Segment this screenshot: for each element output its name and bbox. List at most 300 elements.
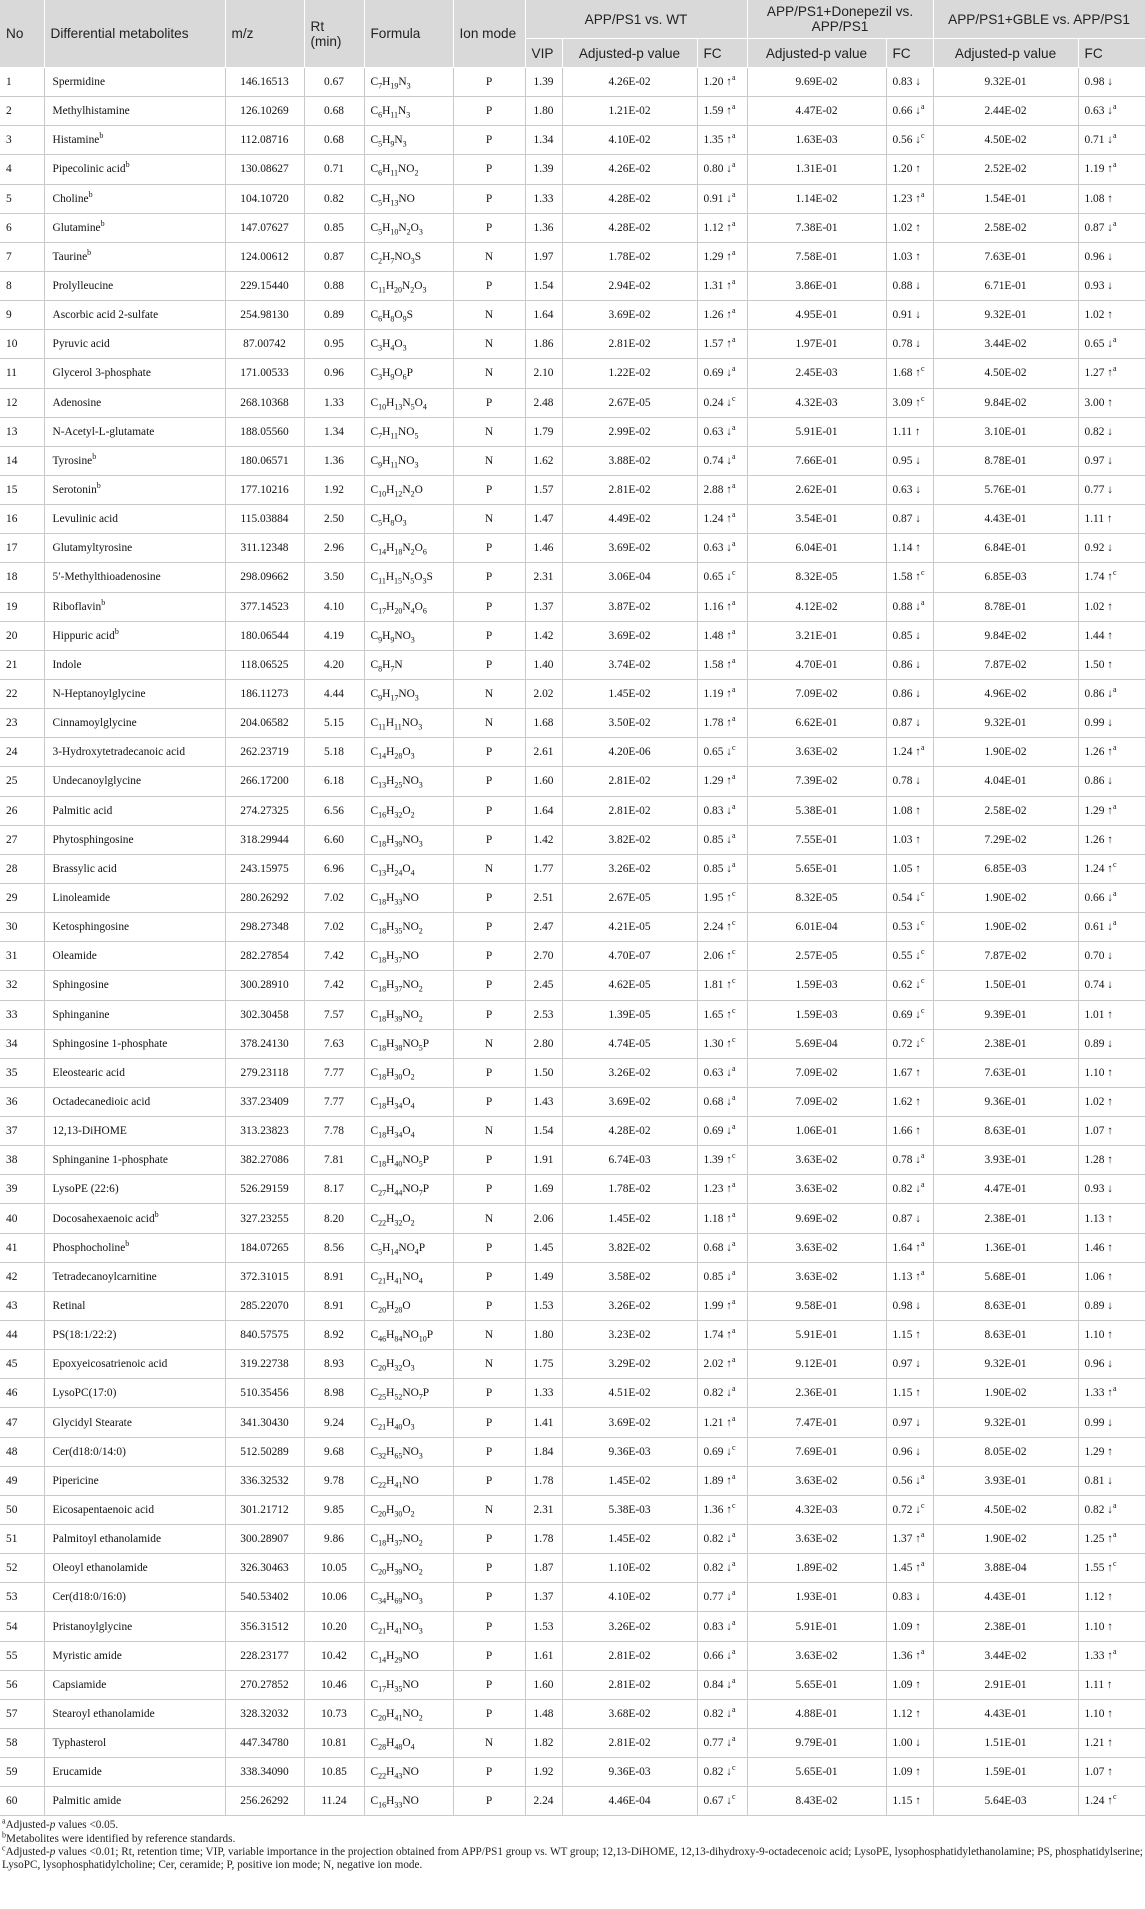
fc-value: 1.09 ↑ [892,1678,921,1691]
cell-fc-1 [697,971,747,1000]
fc-value: 0.96 ↓ [892,1445,921,1458]
fc-value: 0.65 ↓ [1084,338,1113,351]
significance-mark: a [731,510,736,520]
cell-metabolite [44,1787,225,1816]
significance-mark: a [1113,1646,1117,1656]
cell-fc-1 [697,738,747,767]
cell-mz: 177.10216 [225,475,304,504]
cell-rt: 10.85 [304,1758,364,1787]
cell-ion-mode: P [453,1058,525,1087]
cell-fc-3 [1078,1000,1145,1029]
cell-rt: 8.93 [304,1350,364,1379]
cell-no: 33 [0,1000,44,1029]
cell-fc-2 [886,534,933,563]
cell-rt: 0.87 [304,242,364,271]
cell-metabolite [44,534,225,563]
significance-mark: a [731,1238,736,1248]
cell-ion-mode: P [453,621,525,650]
fc-value: 1.30 ↑ [703,1037,732,1050]
cell-formula: $C_{13}H_{25}NO_3$ [364,767,453,796]
cell-fc-2 [886,738,933,767]
cell-no: 27 [0,825,44,854]
fc-value: 0.97 ↓ [892,1358,921,1371]
cell-ion-mode: P [453,913,525,942]
cell-fc-2 [886,388,933,417]
cell-no: 19 [0,592,44,621]
fc-value: 1.07 ↑ [1084,1766,1113,1779]
table-row [0,1670,1145,1699]
cell-vip: 1.69 [525,1175,562,1204]
cell-formula: $C_7H_{19}N_3$ [364,68,453,97]
cell-fc-3 [1078,796,1145,825]
cell-adjp-3: 1.90E-02 [933,883,1078,912]
cell-formula: $C_{22}H_{41}NO$ [364,1466,453,1495]
cell-no: 48 [0,1437,44,1466]
cell-fc-3 [1078,1058,1145,1087]
cell-rt: 4.44 [304,679,364,708]
significance-mark: a [920,1559,925,1569]
fc-value: 0.65 ↓ [703,746,732,759]
cell-formula: $C_{18}H_{33}NO$ [364,883,453,912]
significance-mark: a [1113,218,1117,228]
cell-vip: 1.53 [525,1291,562,1320]
cell-fc-3 [1078,767,1145,796]
cell-fc-2 [886,184,933,213]
cell-ion-mode: N [453,854,525,883]
cell-no: 26 [0,796,44,825]
significance-mark: a [731,1297,736,1307]
cell-formula: $C_{14}H_{28}O_3$ [364,738,453,767]
cell-metabolite [44,126,225,155]
cell-mz: 279.23118 [225,1058,304,1087]
fc-value: 0.86 ↓ [892,688,921,701]
cell-fc-3 [1078,242,1145,271]
cell-fc-3 [1078,1641,1145,1670]
cell-adjp-2: 9.12E-01 [747,1350,886,1379]
cell-no: 51 [0,1525,44,1554]
significance-mark: c [731,947,736,957]
cell-ion-mode: N [453,1495,525,1524]
fc-value: 0.97 ↓ [892,1416,921,1429]
fc-value: 1.36 ↑ [892,1649,921,1662]
cell-formula: $C_3H_4O_3$ [364,330,453,359]
cell-fc-2 [886,621,933,650]
cell-rt: 8.91 [304,1291,364,1320]
fc-value: 1.19 ↑ [703,688,732,701]
cell-formula: $C_{20}H_{28}O$ [364,1291,453,1320]
cell-vip: 2.24 [525,1787,562,1816]
cell-fc-1 [697,1699,747,1728]
cell-metabolite [44,1000,225,1029]
cell-adjp-2: 2.57E-05 [747,942,886,971]
header-group-app-vs-wt: APP/PS1 vs. WT [525,0,747,39]
cell-no: 13 [0,417,44,446]
cell-adjp-1: 4.46E-04 [562,1787,697,1816]
cell-ion-mode: P [453,1583,525,1612]
cell-fc-1 [697,242,747,271]
fc-value: 1.64 ↑ [892,1241,921,1254]
table-row [0,359,1145,388]
fc-value: 0.74 ↓ [1084,979,1113,992]
cell-metabolite [44,650,225,679]
metabolite-name: Taurine [52,250,88,263]
fc-value: 0.85 ↓ [892,629,921,642]
cell-adjp-3: 3.88E-04 [933,1554,1078,1583]
footnote-line: LysoPC, lysophosphatidylcholine; Cer, ceramide; P, positive ion mode; N, negative ion mode. [2,1859,423,1872]
metabolite-name: Erucamide [52,1766,102,1779]
cell-adjp-1: 6.74E-03 [562,1146,697,1175]
cell-adjp-3: 3.44E-02 [933,1641,1078,1670]
cell-adjp-3: 4.43E-01 [933,505,1078,534]
cell-metabolite [44,825,225,854]
cell-mz: 336.32532 [225,1466,304,1495]
cell-vip: 2.53 [525,1000,562,1029]
cell-adjp-1: 1.39E-05 [562,1000,697,1029]
table-body [0,68,1145,1816]
cell-fc-1 [697,1350,747,1379]
significance-mark: a [920,1180,925,1190]
cell-no: 9 [0,301,44,330]
cell-no: 16 [0,505,44,534]
cell-adjp-2: 1.14E-02 [747,184,886,213]
cell-metabolite [44,359,225,388]
cell-fc-1 [697,97,747,126]
cell-ion-mode: P [453,738,525,767]
cell-adjp-1: 3.69E-02 [562,534,697,563]
header-adjp-3: Adjusted-p value [933,39,1078,68]
fc-value: 1.95 ↑ [703,892,732,904]
cell-vip: 2.06 [525,1204,562,1233]
cell-formula: $C_8H_7N$ [364,650,453,679]
fc-value: 0.61 ↓ [1084,921,1113,934]
cell-adjp-3: 9.84E-02 [933,621,1078,650]
cell-metabolite [44,1670,225,1699]
table-row [0,1146,1145,1175]
cell-fc-3 [1078,1117,1145,1146]
cell-metabolite [44,1758,225,1787]
fc-value: 1.59 ↑ [703,105,732,118]
cell-vip: 1.92 [525,1758,562,1787]
significance-mark: c [920,568,925,578]
fc-value: 0.69 ↓ [703,1445,732,1458]
significance-mark: a [731,1588,736,1598]
cell-no: 29 [0,883,44,912]
cell-vip: 1.49 [525,1262,562,1291]
table-row [0,1087,1145,1116]
fc-value: 1.08 ↑ [892,804,921,817]
cell-no: 31 [0,942,44,971]
metabolite-name: Hippuric acid [52,629,115,642]
table-row [0,767,1145,796]
cell-mz: 266.17200 [225,767,304,796]
cell-fc-3 [1078,1029,1145,1058]
cell-adjp-2: 3.63E-02 [747,1525,886,1554]
cell-ion-mode: P [453,1175,525,1204]
significance-mark: a [731,1617,736,1627]
cell-vip: 1.33 [525,184,562,213]
metabolite-name: Sphinganine 1-phosphate [52,1154,168,1167]
significance-mark: c [731,393,736,403]
metabolite-name: Palmitic acid [52,804,113,817]
significance-mark: c [1113,1559,1117,1569]
footnotes [0,1816,1145,1872]
cell-fc-1 [697,417,747,446]
cell-formula: $C_{20}H_{41}NO_2$ [364,1699,453,1728]
cell-adjp-3: 4.96E-02 [933,679,1078,708]
fc-value: 1.31 ↑ [703,280,732,293]
cell-fc-1 [697,1670,747,1699]
cell-rt: 7.02 [304,913,364,942]
fc-value: 1.02 ↑ [1084,1095,1113,1108]
cell-adjp-3: 1.90E-02 [933,1379,1078,1408]
cell-adjp-2: 7.47E-01 [747,1408,886,1437]
cell-formula: $C_6H_8O_9S$ [364,301,453,330]
cell-vip: 1.80 [525,1321,562,1350]
cell-adjp-3: 4.47E-01 [933,1175,1078,1204]
cell-rt: 10.42 [304,1641,364,1670]
cell-formula: $C_{18}H_{37}NO$ [364,942,453,971]
cell-adjp-1: 3.74E-02 [562,650,697,679]
significance-mark: a [920,743,925,753]
footnote-line: $^b$Metabolites were identified by reference standards. [2,1829,236,1845]
significance-mark: a [731,189,736,199]
fc-value: 0.69 ↓ [703,1125,732,1138]
cell-formula: $C_{17}H_{20}N_4O_6$ [364,592,453,621]
fc-value: 1.24 ↑ [892,746,921,759]
fc-value: 1.37 ↑ [892,1533,921,1546]
cell-ion-mode: P [453,650,525,679]
fc-value: 1.29 ↑ [703,250,732,263]
table-row [0,388,1145,417]
metabolite-name: Tyrosine [52,454,93,467]
fc-value: 0.93 ↓ [1084,280,1113,293]
cell-mz: 840.57575 [225,1321,304,1350]
cell-vip: 2.48 [525,388,562,417]
cell-vip: 1.45 [525,1233,562,1262]
cell-adjp-3: 2.44E-02 [933,97,1078,126]
significance-mark: c [731,889,736,899]
cell-fc-3 [1078,942,1145,971]
cell-fc-2 [886,242,933,271]
significance-mark: a [731,218,736,228]
fc-value: 1.74 ↑ [703,1329,732,1342]
cell-formula: $C_2H_7NO_3S$ [364,242,453,271]
fc-value: 0.83 ↓ [703,1620,732,1633]
fc-value: 0.65 ↓ [703,571,732,584]
cell-mz: 270.27852 [225,1670,304,1699]
metabolite-name: LysoPE (22:6) [52,1183,119,1196]
cell-metabolite [44,1729,225,1758]
significance-mark: a [731,1530,736,1540]
cell-formula: $C_5H_{14}NO_4P$ [364,1233,453,1262]
significance-mark: a [920,189,925,199]
cell-adjp-3: 1.90E-02 [933,738,1078,767]
significance-mark: c [920,1501,925,1511]
cell-adjp-1: 4.62E-05 [562,971,697,1000]
cell-formula: $C_{20}H_{30}O_2$ [364,1495,453,1524]
cell-no: 20 [0,621,44,650]
cell-no: 56 [0,1670,44,1699]
cell-formula: $C_{22}H_{43}NO$ [364,1758,453,1787]
cell-ion-mode: N [453,242,525,271]
cell-no: 4 [0,155,44,184]
cell-fc-1 [697,1117,747,1146]
cell-mz: 118.06525 [225,650,304,679]
cell-metabolite [44,1641,225,1670]
fc-value: 0.87 ↓ [892,717,921,730]
cell-fc-2 [886,796,933,825]
cell-adjp-2: 5.69E-04 [747,1029,886,1058]
cell-adjp-1: 4.28E-02 [562,184,697,213]
cell-adjp-3: 1.36E-01 [933,1233,1078,1262]
table-row [0,475,1145,504]
cell-mz: 180.06544 [225,621,304,650]
cell-adjp-1: 3.29E-02 [562,1350,697,1379]
cell-metabolite [44,1437,225,1466]
fc-value: 0.93 ↓ [1084,1183,1113,1196]
cell-fc-2 [886,1525,933,1554]
cell-ion-mode: P [453,1787,525,1816]
cell-mz: 319.22738 [225,1350,304,1379]
fc-value: 0.82 ↓ [703,1533,732,1546]
fc-value: 1.58 ↑ [892,571,921,584]
significance-mark: a [731,1209,736,1219]
fc-value: 0.63 ↓ [703,542,732,555]
cell-no: 36 [0,1087,44,1116]
fc-value: 1.19 ↑ [1084,163,1113,176]
fc-value: 1.16 ↑ [703,600,732,613]
significance-mark: a [1113,364,1117,374]
cell-adjp-3: 9.32E-01 [933,1350,1078,1379]
metabolite-name: Ketosphingosine [52,921,130,934]
fc-value: 0.81 ↓ [1084,1474,1113,1487]
cell-formula: $C_{18}H_{34}O_4$ [364,1087,453,1116]
fc-value: 1.11 ↑ [1084,1678,1113,1691]
cell-fc-3 [1078,184,1145,213]
footnote-line: $^c$Adjusted-p values <0.01; Rt, retention time; VIP, variable importance in the projection obtained from APP/PS1 group vs. WT group; 12,13-DiHOME, 12,13-dihydroxy-9-octadecenoic acid; LysoPE, lysophosphatidylethanolamine; PS, phosphatidylserine; [2,1843,1143,1858]
cell-fc-3 [1078,1495,1145,1524]
metabolite-note: b [87,248,92,258]
cell-ion-mode: N [453,1204,525,1233]
cell-vip: 1.82 [525,1729,562,1758]
cell-metabolite [44,1583,225,1612]
cell-formula: $C_{27}H_{44}NO_7P$ [364,1175,453,1204]
cell-adjp-1: 1.45E-02 [562,679,697,708]
cell-formula: $C_{18}H_{35}NO_2$ [364,913,453,942]
cell-vip: 1.42 [525,825,562,854]
cell-rt: 8.17 [304,1175,364,1204]
significance-mark: a [1113,685,1117,695]
table-row [0,1758,1145,1787]
cell-adjp-3: 3.44E-02 [933,330,1078,359]
cell-fc-1 [697,1146,747,1175]
significance-mark: c [731,1501,736,1511]
metabolite-name: Sphingosine [52,979,109,992]
significance-mark: c [920,889,925,899]
fc-value: 0.82 ↓ [1084,425,1113,438]
significance-mark: a [731,860,736,870]
significance-mark: a [731,626,736,636]
header-formula: Formula [364,0,453,68]
cell-fc-1 [697,796,747,825]
cell-adjp-1: 3.26E-02 [562,1612,697,1641]
cell-fc-1 [697,709,747,738]
cell-no: 45 [0,1350,44,1379]
cell-formula: $C_{34}H_{69}NO_3$ [364,1583,453,1612]
fc-value: 0.83 ↓ [892,1591,921,1604]
fc-value: 0.95 ↓ [892,454,921,467]
fc-value: 0.91 ↓ [703,192,732,205]
fc-value: 0.54 ↓ [892,892,921,904]
cell-adjp-1: 4.28E-02 [562,213,697,242]
cell-fc-3 [1078,1583,1145,1612]
significance-mark: a [731,1705,736,1715]
fc-value: 1.09 ↑ [892,1766,921,1779]
cell-vip: 1.62 [525,446,562,475]
cell-vip: 1.39 [525,68,562,97]
cell-no: 7 [0,242,44,271]
cell-no: 21 [0,650,44,679]
cell-rt: 4.20 [304,650,364,679]
metabolite-name: Pyruvic acid [52,338,110,351]
significance-mark: a [731,656,736,666]
fc-value: 1.99 ↑ [703,1299,732,1312]
cell-no: 1 [0,68,44,97]
metabolite-name: Docosahexaenoic acid [52,1212,155,1225]
cell-adjp-3: 4.04E-01 [933,767,1078,796]
cell-rt: 7.02 [304,883,364,912]
cell-mz: 301.21712 [225,1495,304,1524]
significance-mark: a [731,335,736,345]
fc-value: 0.68 ↓ [703,1095,732,1108]
fc-value: 0.99 ↓ [1084,717,1113,730]
header-fc-1: FC [697,39,747,68]
metabolite-name: Spermidine [52,76,106,89]
significance-mark: c [920,364,925,374]
significance-mark: a [920,1151,925,1161]
fc-value: 1.67 ↑ [892,1066,921,1079]
metabolite-name: Sphingosine 1-phosphate [52,1037,168,1050]
cell-mz: 282.27854 [225,942,304,971]
table-row [0,796,1145,825]
significance-mark: c [731,1034,736,1044]
cell-fc-2 [886,1029,933,1058]
cell-metabolite [44,68,225,97]
cell-fc-2 [886,1670,933,1699]
table-row [0,563,1145,592]
cell-adjp-3: 5.76E-01 [933,475,1078,504]
fc-value: 2.88 ↑ [703,484,732,497]
table-row [0,650,1145,679]
fc-value: 0.82 ↓ [703,1562,732,1575]
fc-value: 0.63 ↓ [703,425,732,438]
table-row [0,621,1145,650]
cell-fc-3 [1078,1175,1145,1204]
cell-mz: 300.28907 [225,1525,304,1554]
cell-ion-mode: P [453,475,525,504]
fc-value: 1.18 ↑ [703,1212,732,1225]
table-row [0,679,1145,708]
cell-fc-3 [1078,97,1145,126]
cell-no: 3 [0,126,44,155]
cell-adjp-2: 5.65E-01 [747,1670,886,1699]
significance-mark: a [731,597,736,607]
fc-value: 1.15 ↑ [892,1387,921,1400]
table-row [0,1321,1145,1350]
cell-fc-2 [886,1058,933,1087]
significance-mark: a [731,277,736,287]
significance-mark: a [1113,743,1117,753]
